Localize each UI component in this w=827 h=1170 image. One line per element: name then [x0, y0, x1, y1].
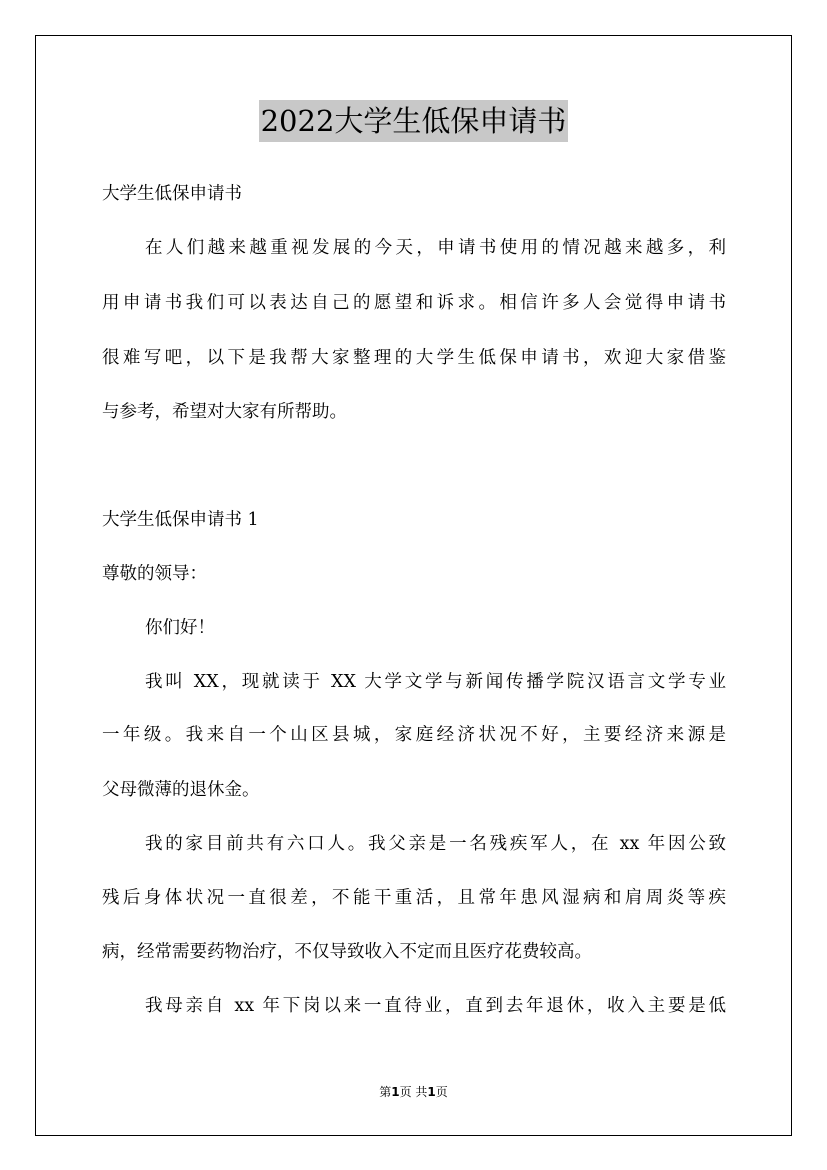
para2-line-2: 残后身体状况一直很差，不能干重活，且常年患风湿病和肩周炎等疾 — [102, 888, 726, 908]
intro-line-1: 在人们越来越重视发展的今天，申请书使用的情况越来越多，利 — [145, 238, 726, 258]
intro-line-2: 用申请书我们可以表达自己的愿望和诉求。相信许多人会觉得申请书 — [102, 293, 726, 313]
page-footer — [0, 1083, 827, 1101]
document-title: 2022大学生低保申请书 — [259, 100, 569, 142]
para1-line-2: 一年级。我来自一个山区县城，家庭经济状况不好，主要经济来源是 — [102, 725, 726, 745]
greeting: 你们好！ — [145, 618, 215, 638]
title-wrapper — [0, 100, 827, 142]
document-subtitle: 大学生低保申请书 — [102, 184, 242, 204]
para3-line-1: 我母亲自 xx 年下岗以来一直待业，直到去年退休，收入主要是低 — [145, 996, 726, 1016]
para1-line-3: 父母微薄的退休金。 — [102, 780, 260, 800]
para2-line-3: 病，经常需要药物治疗，不仅导致收入不定而且医疗花费较高。 — [102, 942, 592, 962]
footer-page-total: 1 — [427, 1085, 436, 1099]
intro-line-3: 很难写吧，以下是我帮大家整理的大学生低保申请书，欢迎大家借鉴 — [102, 348, 726, 368]
footer-page-mid: 页 共 — [399, 1085, 428, 1099]
intro-line-4: 与参考，希望对大家有所帮助。 — [102, 402, 347, 422]
footer-page-suffix: 页 — [435, 1085, 448, 1099]
section-heading: 大学生低保申请书 1 — [102, 510, 259, 530]
footer-page-prefix: 第 — [379, 1085, 392, 1099]
footer-page-current: 1 — [391, 1085, 400, 1099]
para1-line-1: 我叫 XX，现就读于 XX 大学文学与新闻传播学院汉语言文学专业 — [145, 672, 726, 692]
para2-line-1: 我的家目前共有六口人。我父亲是一名残疾军人，在 xx 年因公致 — [145, 834, 726, 854]
salutation: 尊敬的领导： — [102, 564, 207, 584]
